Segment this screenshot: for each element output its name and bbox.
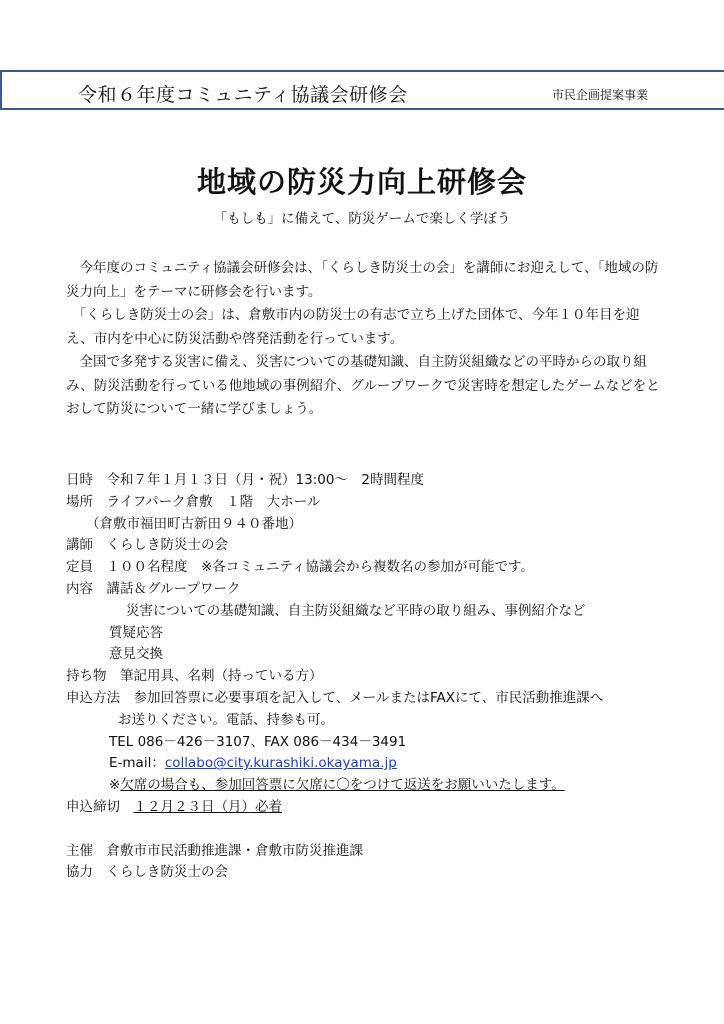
datetime-value: 令和７年１月１３日（月・祝）13:00～ 2時間程度 — [106, 472, 424, 488]
apply-value: 参加回答票に必要事項を記入して、メールまたはFAXにて、市民活動推進課へ — [133, 689, 604, 706]
detail-belongings — [66, 666, 686, 688]
page-title: 地域の防災力向上研修会 — [196, 165, 527, 199]
content-sub-2: 質疑応答 — [109, 624, 163, 641]
belongings-value: 筆記用具、名刺（持っている方） — [120, 668, 323, 685]
header-title: 令和６年度コミュニティ協議会研修会 — [78, 84, 408, 106]
capacity-value: １００名程度 ※各コミュニティ協議会から複数名の参加が可能です。 — [106, 559, 534, 576]
apply-note-row — [66, 775, 686, 797]
detail-deadline — [66, 797, 686, 819]
apply-line-2: お送りください。電話、持参も可。 — [118, 711, 334, 728]
detail-cooperation — [66, 862, 686, 884]
detail-place — [66, 492, 686, 514]
organizer-value: 倉敷市市民活動推進課・倉敷市防災推進課 — [106, 842, 363, 859]
detail-capacity — [66, 557, 686, 579]
lecturer-value: くらしき防災士の会 — [106, 537, 228, 554]
details-section — [66, 470, 686, 884]
intro-paragraph-3: 全国で多発する災害に備え、災害についての基礎知識、自主防災組織などの平時からの取り組み、防災活動を行っている他地域の事例紹介、グループワークで災害時を想定したゲームなどをとおして防災について一緒に学びましょう。 — [66, 354, 660, 417]
apply-label: 申込方法 — [66, 689, 120, 706]
detail-datetime — [66, 470, 686, 492]
intro-paragraph-1: 今年度のコミュニティ協議会研修会は、「くらしき防災士の会」を講師にお迎えして、「地域の防災力向上」をテーマに研修会を行います。 — [66, 260, 659, 300]
cooperation-value: くらしき防災士の会 — [106, 864, 228, 881]
deadline-label: 申込締切 — [66, 798, 120, 815]
content-sub-3: 意見交換 — [109, 646, 163, 663]
intro-paragraph-2: 「くらしき防災士の会」は、倉敷市内の防災士の有志で立ち上げた団体で、今年１０年目を迎え、市内を中心に防災活動や啓発活動を行っています。 — [66, 307, 640, 347]
content-sub-1: 災害についての基礎知識、自主防災組織など平時の取り組み、事例紹介など — [126, 602, 586, 619]
subtitle: 「もしも」に備えて、防災ゲームで楽しく学ぼう — [213, 211, 511, 227]
deadline-value: １２月２３日（月）必着 — [133, 798, 282, 815]
apply-email-row — [66, 753, 686, 775]
detail-organizer — [66, 841, 686, 863]
belongings-label: 持ち物 — [66, 668, 107, 685]
organizer-label: 主催 — [66, 842, 93, 859]
lecturer-label: 講師 — [66, 537, 93, 554]
email-link[interactable]: collabo@city.kurashiki.okayama.jp — [164, 755, 397, 772]
content-value: 講話＆グループワーク — [106, 580, 241, 597]
detail-content — [66, 579, 686, 601]
header-tag: 市民企画提案事業 — [552, 88, 649, 102]
email-label: E-mail： — [109, 755, 165, 772]
apply-note: 欠席の場合も、参加回答票に欠席に〇をつけて返送をお願いいたします。 — [120, 777, 565, 794]
spacer — [66, 819, 686, 841]
content-label: 内容 — [66, 580, 93, 597]
detail-lecturer — [66, 535, 686, 557]
apply-tel-fax: TEL 086－426－3107、FAX 086－434－3491 — [109, 733, 407, 750]
note-prefix: ※ — [109, 777, 121, 794]
capacity-label: 定員 — [66, 559, 93, 576]
datetime-label: 日時 — [66, 472, 93, 488]
place-label: 場所 — [66, 493, 93, 510]
cooperation-label: 協力 — [66, 864, 93, 881]
intro-section — [66, 257, 666, 422]
place-value: ライフパーク倉敷 １階 大ホール — [106, 493, 321, 510]
detail-apply — [66, 688, 686, 710]
place-address: （倉敷市福田町古新田９４０番地） — [86, 515, 302, 532]
